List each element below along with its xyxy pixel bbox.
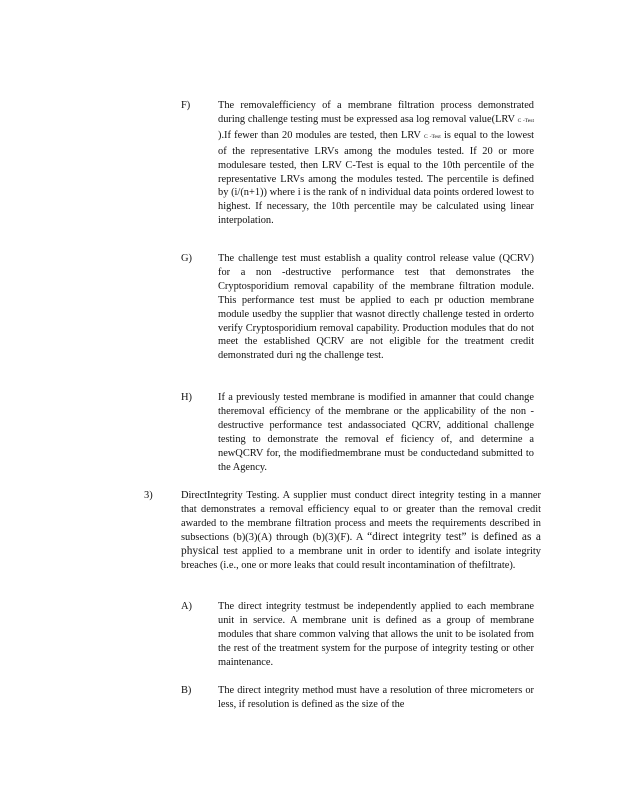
item-label-b: B) (181, 685, 192, 696)
item-label-f: F) (181, 100, 191, 111)
item-label-h: H) (181, 392, 192, 403)
item-f-text-part2: ).If fewer than 20 modules are tested, then LRV (218, 129, 424, 141)
item-text-a: The direct integrity testmust be independently applied to each membrane unit in service. A membrane unit is defined as a group of membrane modules that share common valving that allows the unit to be isolated from the rest of the treatment system for the purpose of integrity testing or other maintenance. (218, 601, 534, 668)
item-text-h: If a previously tested membrane is modified in amanner that could change theremoval efficiency of the membrane or the applicability of the non -destructive performance test andassociated QCRV, additional challenge testing to demonstrate the removal ef ficiency of, and determine a newQCRV for, the modifiedmembrane must be conductedand submitted to the Agency. (218, 392, 534, 473)
item-label-3: 3) (144, 490, 153, 501)
item-f-subscript-2: C -Test (423, 133, 441, 140)
item-3-text-part2: test applied to a membrane unit in order to identify and isolate integrity breaches (i.e., one or more leaks that could result incontamination of thefiltrate). (181, 545, 541, 571)
item-3-text-part1: DirectIntegrity Testing. A supplier must conduct direct integrity testing in a manner that demonstrates a removal efficiency equal to or greater than the removal credit awarded to the membrane filtration process and meets the requirements described in subsections (b)(3)(A) through (b)(3)(F). A (181, 490, 541, 543)
item-text-b: The direct integrity method must have a resolution of three micrometers or less, if resolution is defined as the size of the (218, 685, 534, 710)
item-f-text-part1: The removalefficiency of a membrane filtration process demonstrated during challenge testing must be expressed asa log removal value(LRV (218, 100, 534, 125)
item-text-3 (181, 489, 541, 572)
item-text-g: The challenge test must establish a quality control release value (QCRV) for a non -destructive performance test that demonstrates the Cryptosporidium removal capability of the membrane filtration module. This performance test must be applied to each pr oduction membrane module usedby the supplier that wasnot directly challenge tested in orderto verify Cryptosporidium removal capability. Production modules that do not meet the established QCRV are not eligible for the treatment credit demonstrated duri ng the challenge test. (218, 253, 534, 362)
item-f-text-part3: is equal to the lowest of the representative LRVs among the modules tested. If 20 or more modulesare tested, then LRV C-Test is equal to the 10th percentile of the representative LRVs among the modules tested. The percentile is defined by (i/(n+1)) where i is the rank of n individual data points ordered lowest to highest. If necessary, the 10th percentile may be calculated using linear interpolation. (218, 129, 535, 227)
item-label-g: G) (181, 253, 192, 264)
item-f-subscript-1: C -Test (517, 117, 534, 124)
item-label-a: A) (181, 601, 192, 612)
item-text-f (218, 99, 534, 228)
item-3-definition-text: “direct integrity test” is defined as a physical (181, 530, 541, 557)
